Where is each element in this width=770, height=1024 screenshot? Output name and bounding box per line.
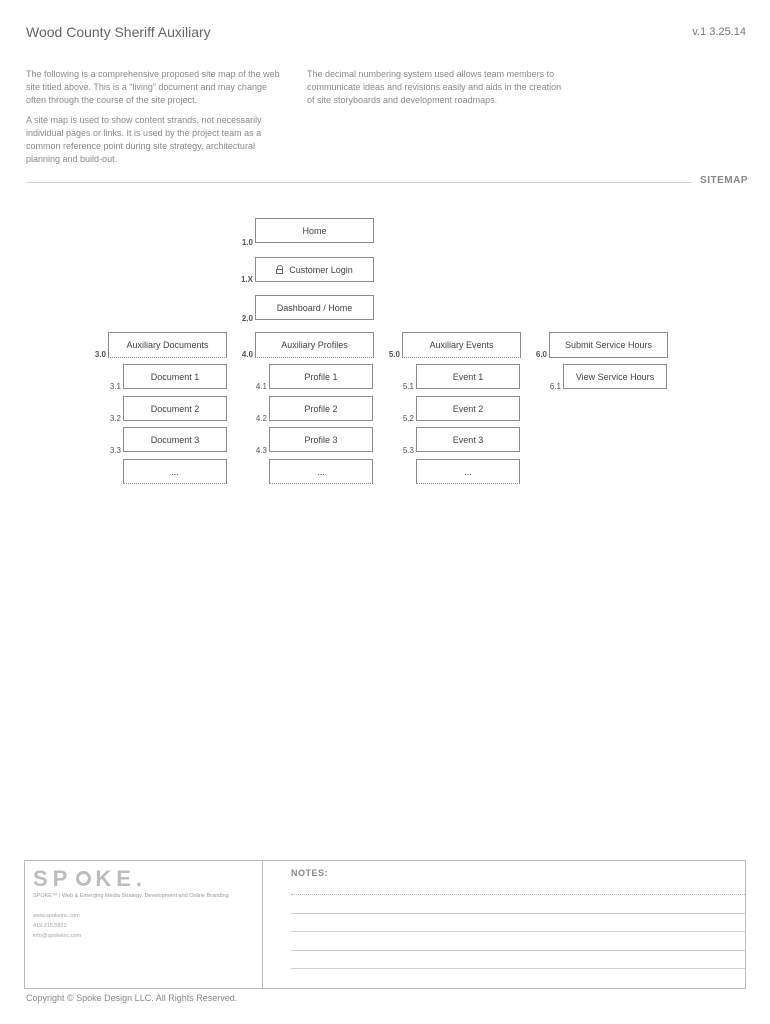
node-number: 3.2 xyxy=(109,414,121,423)
node-number: 1.0 xyxy=(241,238,253,247)
node-label: Document 3 xyxy=(150,434,200,445)
node-number: 1.X xyxy=(240,275,253,284)
node-number: 5.0 xyxy=(388,350,400,359)
node-label: ... xyxy=(317,466,325,477)
node-number: 5.2 xyxy=(402,414,414,423)
node-label: Customer Login xyxy=(289,264,353,275)
notes-heading: NOTES: xyxy=(291,868,329,878)
node-label: Event 1 xyxy=(452,371,484,382)
node-profiles-more[interactable] xyxy=(269,459,373,484)
node-label: Dashboard / Home xyxy=(276,302,353,313)
node-home[interactable] xyxy=(255,218,374,243)
note-line xyxy=(291,894,745,896)
node-event-1[interactable] xyxy=(416,364,520,389)
node-label: Home xyxy=(302,225,327,236)
node-number: 3.3 xyxy=(109,446,121,455)
copyright-text: Copyright © Spoke Design LLC. All Rights Reserved. xyxy=(26,993,238,1003)
spoke-logo: SP KE. xyxy=(33,866,148,891)
node-profile-2[interactable] xyxy=(269,396,373,421)
node-view-service-hours[interactable] xyxy=(563,364,667,389)
node-auxiliary-documents[interactable] xyxy=(108,332,227,358)
logo-circle-icon xyxy=(76,871,91,886)
sitemap-heading: SITEMAP xyxy=(700,175,748,186)
node-label: Profile 3 xyxy=(304,434,338,445)
node-number: 2.0 xyxy=(241,314,253,323)
node-profile-1[interactable] xyxy=(269,364,373,389)
intro-paragraph-2: A site map is used to show content strands, not necessarily individual pages or links. It is used by the project team as a common reference point during site strategy, architectural planning and build-out. xyxy=(26,115,262,164)
node-label: Profile 1 xyxy=(304,371,338,382)
note-line xyxy=(291,913,745,914)
node-label: Event 3 xyxy=(452,434,484,445)
footer-divider xyxy=(262,860,263,989)
intro-paragraph-1: The following is a comprehensive proposed site map of the web site titled above. This is a “living” document and may change often through the course of the site project. xyxy=(26,69,280,105)
node-events-more[interactable] xyxy=(416,459,520,484)
node-number: 4.1 xyxy=(255,382,267,391)
company-tagline: SPOKE™ | Web & Emerging Media Strategy, Development and Online Branding xyxy=(33,893,229,899)
node-label: ... xyxy=(171,466,179,477)
node-number: 5.3 xyxy=(402,446,414,455)
node-label: Auxiliary Documents xyxy=(126,340,209,350)
node-label: Profile 2 xyxy=(304,403,338,414)
node-label: Auxiliary Profiles xyxy=(281,340,348,350)
note-line xyxy=(291,931,745,932)
node-number: 4.0 xyxy=(241,350,253,359)
node-label: Auxiliary Events xyxy=(429,340,494,350)
node-number: 3.0 xyxy=(94,350,106,359)
note-line xyxy=(291,950,745,951)
lock-icon xyxy=(276,265,283,274)
node-number: 4.2 xyxy=(255,414,267,423)
node-label: Document 2 xyxy=(150,403,200,414)
node-number: 3.1 xyxy=(109,382,121,391)
node-label: Document 1 xyxy=(150,371,200,382)
version-label: v.1 3.25.14 xyxy=(692,26,746,38)
node-event-3[interactable] xyxy=(416,427,520,452)
node-label: Submit Service Hours xyxy=(564,340,653,350)
node-label: View Service Hours xyxy=(575,371,655,382)
note-line xyxy=(291,968,745,969)
company-email: info@spokeinc.com xyxy=(33,933,82,939)
company-website: www.spokeinc.com xyxy=(33,913,80,919)
node-documents-more[interactable] xyxy=(123,459,227,484)
page-title: Wood County Sheriff Auxiliary xyxy=(26,24,211,40)
node-number: 4.3 xyxy=(255,446,267,455)
company-contact xyxy=(33,911,81,941)
node-number: 5.1 xyxy=(402,382,414,391)
node-document-1[interactable] xyxy=(123,364,227,389)
node-number: 6.1 xyxy=(549,382,561,391)
node-event-2[interactable] xyxy=(416,396,520,421)
node-document-2[interactable] xyxy=(123,396,227,421)
node-number: 6.0 xyxy=(535,350,547,359)
node-label: Event 2 xyxy=(452,403,484,414)
node-dashboard[interactable] xyxy=(255,295,374,320)
node-auxiliary-profiles[interactable] xyxy=(255,332,374,358)
company-phone: 419.215.5822 xyxy=(33,923,67,929)
node-label: ... xyxy=(464,466,472,477)
node-profile-3[interactable] xyxy=(269,427,373,452)
node-auxiliary-events[interactable] xyxy=(402,332,521,358)
node-document-3[interactable] xyxy=(123,427,227,452)
node-submit-service-hours[interactable] xyxy=(549,332,668,358)
section-divider xyxy=(26,182,692,183)
node-customer-login[interactable] xyxy=(255,257,374,282)
intro-paragraph-3: The decimal numbering system used allows team members to communicate ideas and revisions easily and aids in the creation of site storyboards and development roadmaps. xyxy=(307,69,562,105)
